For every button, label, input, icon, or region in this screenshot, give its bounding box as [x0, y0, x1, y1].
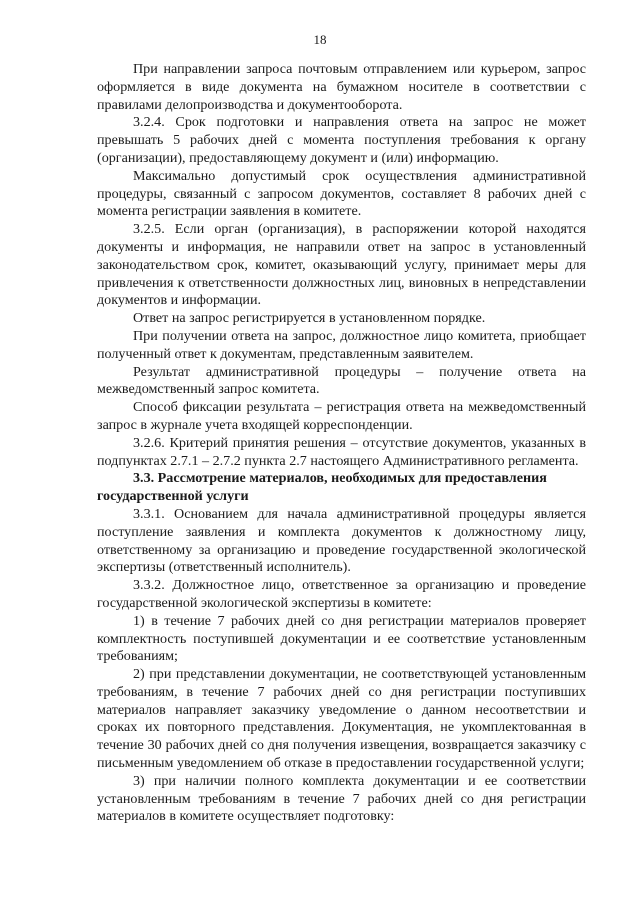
document-body: [97, 61, 586, 826]
list-item-1: 1) в течение 7 рабочих дней со дня регистрации материалов проверяет комплектность поступившей документации и ее соответствие установленным требованиям;: [97, 612, 586, 665]
paragraph-procedure-result: Результат административной процедуры – получение ответа на межведомственный запрос комитета.: [97, 363, 586, 398]
list-item-3: 3) при наличии полного комплекта документации и ее соответствии установленным требованиям в течение 7 рабочих дней со дня регистрации материалов в комитете осуществляет подготовку:: [97, 772, 586, 825]
paragraph-3-3-2: 3.3.2. Должностное лицо, ответственное за организацию и проведение государственной экологической экспертизы в комитете:: [97, 577, 586, 611]
paragraph-3-2-4: 3.2.4. Срок подготовки и направления ответа на запрос не может превышать 5 рабочих дней с момента поступления требования к органу (организации), предоставляющему документ и (или) информацию.: [97, 114, 586, 166]
paragraph-fixation-method: Способ фиксации результата – регистрация ответа на межведомственный запрос в журнале учета входящей корреспонденции.: [97, 399, 586, 433]
paragraph-3-3-1: 3.3.1. Основанием для начала административной процедуры является поступление заявления и комплекта документов к должностному лицу, ответственному за организацию и проведение государственной экологической экспертизы (ответственный исполнитель).: [97, 505, 586, 576]
paragraph-3-2-6: 3.2.6. Критерий принятия решения – отсутствие документов, указанных в подпунктах 2.7.1 – 2.7.2 пункта 2.7 настоящего Административного регламента.: [97, 434, 586, 469]
paragraph-response-registration: Ответ на запрос регистрируется в установленном порядке.: [133, 310, 486, 327]
section-heading-3-3: 3.3. Рассмотрение материалов, необходимых для предоставления государственной услуги: [97, 470, 547, 505]
list-item-2: 2) при представлении документации, не соответствующей установленным требованиям, в течение 7 рабочих дней со дня регистрации поступивших материалов направляет заказчику уведомление о данном несоответствии и сроках их повторного представления. Документация, не укомплектованная в течение 30 рабочих дней со дня получения извещения, возвращается заказчику с письменным уведомлением об отказе в предоставлении государственной услуги;: [97, 666, 586, 772]
paragraph-response-attachment: При получении ответа на запрос, должностное лицо комитета, приобщает полученный ответ к документам, представленным заявителем.: [97, 327, 586, 362]
paragraph-postal-request: При направлении запроса почтовым отправлением или курьером, запрос оформляется в виде документа на бумажном носителе в соответствии с правилами делопроизводства и документооборота.: [97, 61, 586, 113]
page-number: 18: [313, 32, 327, 47]
paragraph-max-term: Максимально допустимый срок осуществления административной процедуры, связанный с запросом документов, составляет 8 рабочих дней с момента регистрации заявления в комитете.: [97, 167, 586, 220]
paragraph-3-2-5: 3.2.5. Если орган (организация), в распоряжении которой находятся документы и информация, не направили ответ на запрос в установленный законодательством срок, комитет, оказывающий услугу, принимает меры для привлечения к ответственности должностных лиц, виновных в непредставлении документов и информации.: [97, 221, 586, 309]
